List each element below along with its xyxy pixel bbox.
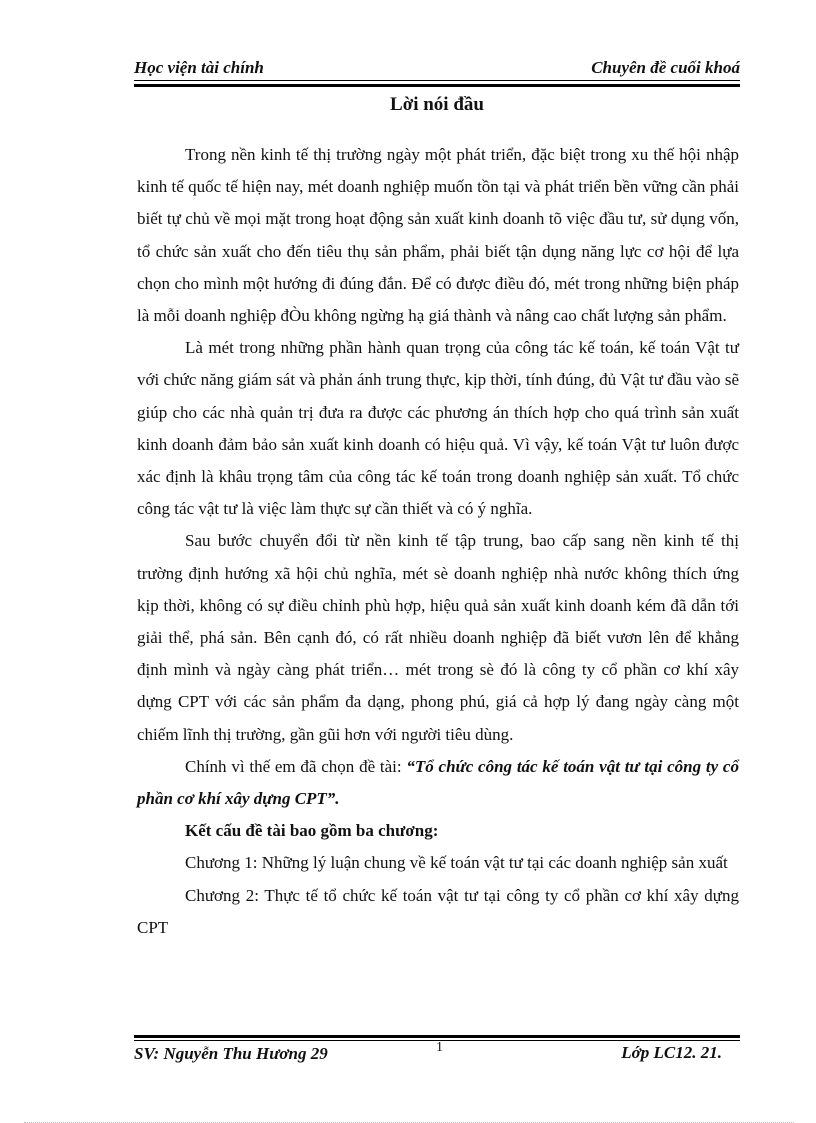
page-number: 1 [436,1040,443,1055]
header-doc-type: Chuyên đề cuối khoá [591,58,740,77]
page-header [134,58,740,82]
footer-class: Lớp LC12. 21. [621,1043,722,1062]
topic-lead: Chính vì thế em đã chọn đề tài: [185,756,407,776]
paragraph: Là mét trong những phần hành quan trọng của công tác kế toán, kế toán Vật tư với chức năng giám sát và phản ánh trung thực, kịp thời, tính đúng, đủ Vật tư đầu vào sẽ giúp cho các nhà quản trị đưa ra được các phương án thích hợp cho quá trình sản xuất kinh doanh đảm bảo sản xuất kinh doanh có hiệu quả. Vì vậy, kế toán Vật tư luôn được xác định là khâu trọng tâm của công tác kế toán trong doanh nghiệp sản xuất. Tổ chức công tác vật tư là việc làm thực sự cần thiết và có ý nghĩa. [137,338,739,519]
paragraph: Sau bước chuyển đổi từ nền kinh tế tập trung, bao cấp sang nền kinh tế thị trường định hướng xã hội chủ nghĩa, mét sè doanh nghiệp nhà nước không thích ứng kịp thời, không có sự điều chỉnh phù hợp, hiệu quả sản xuất kinh doanh kém đã dẫn tới giải thể, phá sản. Bên cạnh đó, có rất nhiều doanh nghiệp đã biết vươn lên để khẳng định mình và ngày càng phát triển… mét trong sè đó là công ty cổ phần cơ khí xây dựng CPT với các sản phẩm đa dạng, phong phú, giá cả hợp lý đang ngày càng một chiếm lĩnh thị trường, gần gũi hơn với người tiêu dùng. [137,531,739,744]
topic-title: “Tổ chức công tác kế toán vật tư tại công ty cổ phần cơ khí xây dựng CPT”. [137,756,739,809]
paragraph-topic [137,751,739,815]
header-rule-thick [134,84,740,87]
footer-student: SV: Nguyễn Thu Hương 29 [134,1044,328,1063]
chapter-item: Chương 2: Thực tế tổ chức kế toán vật tư tại công ty cổ phần cơ khí xây dựng CPT [137,885,739,937]
paragraph: Trong nền kinh tế thị trường ngày một phát triển, đặc biệt trong xu thế hội nhập kinh tế quốc tế hiện nay, mét doanh nghiệp muốn tồn tại và phát triển bền vững cần phải biết tự chủ về mọi mặt trong hoạt động sản xuất kinh doanh tõ việc đầu tư, sử dụng vốn, tổ chức sản xuất cho đến tiêu thụ sản phẩm, phải biết tận dụng năng lực cơ hội để lựa chọn cho mình một hướng đi đúng đắn. Để có được điều đó, mét trong những biện pháp là mỗi doanh nghiệp đÒu không ngừng hạ giá thành và nâng cao chất lượng sản phẩm. [137,145,739,326]
header-rule-thin [134,80,740,81]
chapter-item: Chương 1: Những lý luận chung về kế toán vật tư tại các doanh nghiệp sản xuất [185,853,728,873]
footer-rule-thick [134,1035,740,1038]
header-institution: Học viện tài chính [134,58,264,77]
document-body [137,139,739,944]
structure-heading: Kết cấu đề tài bao gồm ba chương: [185,821,439,841]
page-title: Lời nói đầu [390,94,484,115]
